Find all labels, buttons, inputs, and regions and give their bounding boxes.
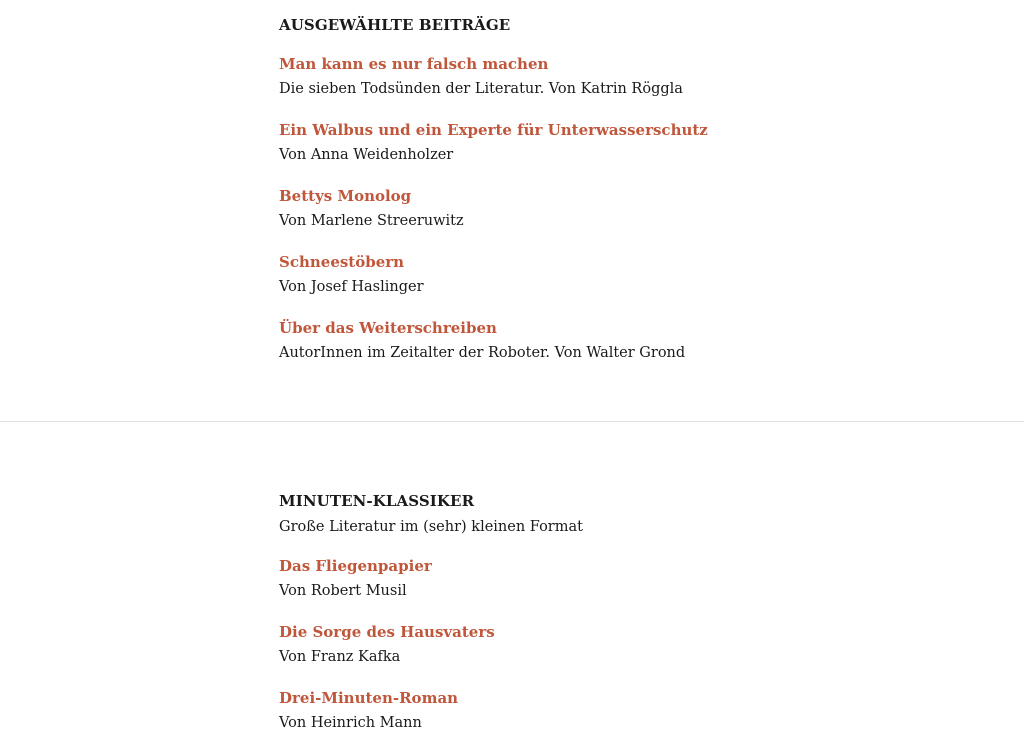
classic-link-1[interactable]: Die Sorge des Hausvaters — [279, 623, 495, 641]
list-item — [279, 251, 799, 298]
list-item — [279, 53, 799, 100]
article-link-4[interactable]: Über das Weiterschreiben — [279, 319, 497, 337]
classic-link-2[interactable]: Drei-Minuten-Roman — [279, 689, 459, 707]
article-byline: Von Marlene Streeruwitz — [279, 213, 464, 229]
article-byline: Die sieben Todsünden der Literatur. Von Katrin Röggla — [279, 81, 683, 97]
featured-articles-list — [279, 53, 799, 364]
article-byline: Von Anna Weidenholzer — [279, 147, 454, 163]
classic-link-0[interactable]: Das Fliegenpapier — [279, 557, 432, 575]
classic-byline: Von Franz Kafka — [279, 649, 401, 665]
list-item — [279, 555, 799, 602]
article-byline: AutorInnen im Zeitalter der Roboter. Von Walter Grond — [279, 345, 686, 361]
minute-classics-subtitle: Große Literatur im (sehr) kleinen Format — [279, 519, 583, 535]
article-link-1[interactable]: Ein Walbus und ein Experte für Unterwasserschutz — [279, 121, 708, 139]
featured-articles-section — [279, 14, 799, 364]
list-item — [279, 317, 799, 364]
featured-articles-heading: AUSGEWÄHLTE BEITRÄGE — [279, 16, 511, 34]
list-item — [279, 119, 799, 166]
list-item — [279, 621, 799, 668]
article-link-2[interactable]: Bettys Monolog — [279, 187, 412, 205]
minute-classics-section — [279, 490, 799, 734]
classic-byline: Von Heinrich Mann — [279, 715, 422, 731]
list-item — [279, 687, 799, 734]
article-link-3[interactable]: Schneestöbern — [279, 253, 405, 271]
minute-classics-list — [279, 555, 799, 734]
article-byline: Von Josef Haslinger — [279, 279, 424, 295]
minute-classics-heading: MINUTEN-KLASSIKER — [279, 492, 475, 510]
classic-byline: Von Robert Musil — [279, 583, 407, 599]
list-item — [279, 185, 799, 232]
section-divider — [0, 421, 1024, 422]
article-link-0[interactable]: Man kann es nur falsch machen — [279, 55, 549, 73]
